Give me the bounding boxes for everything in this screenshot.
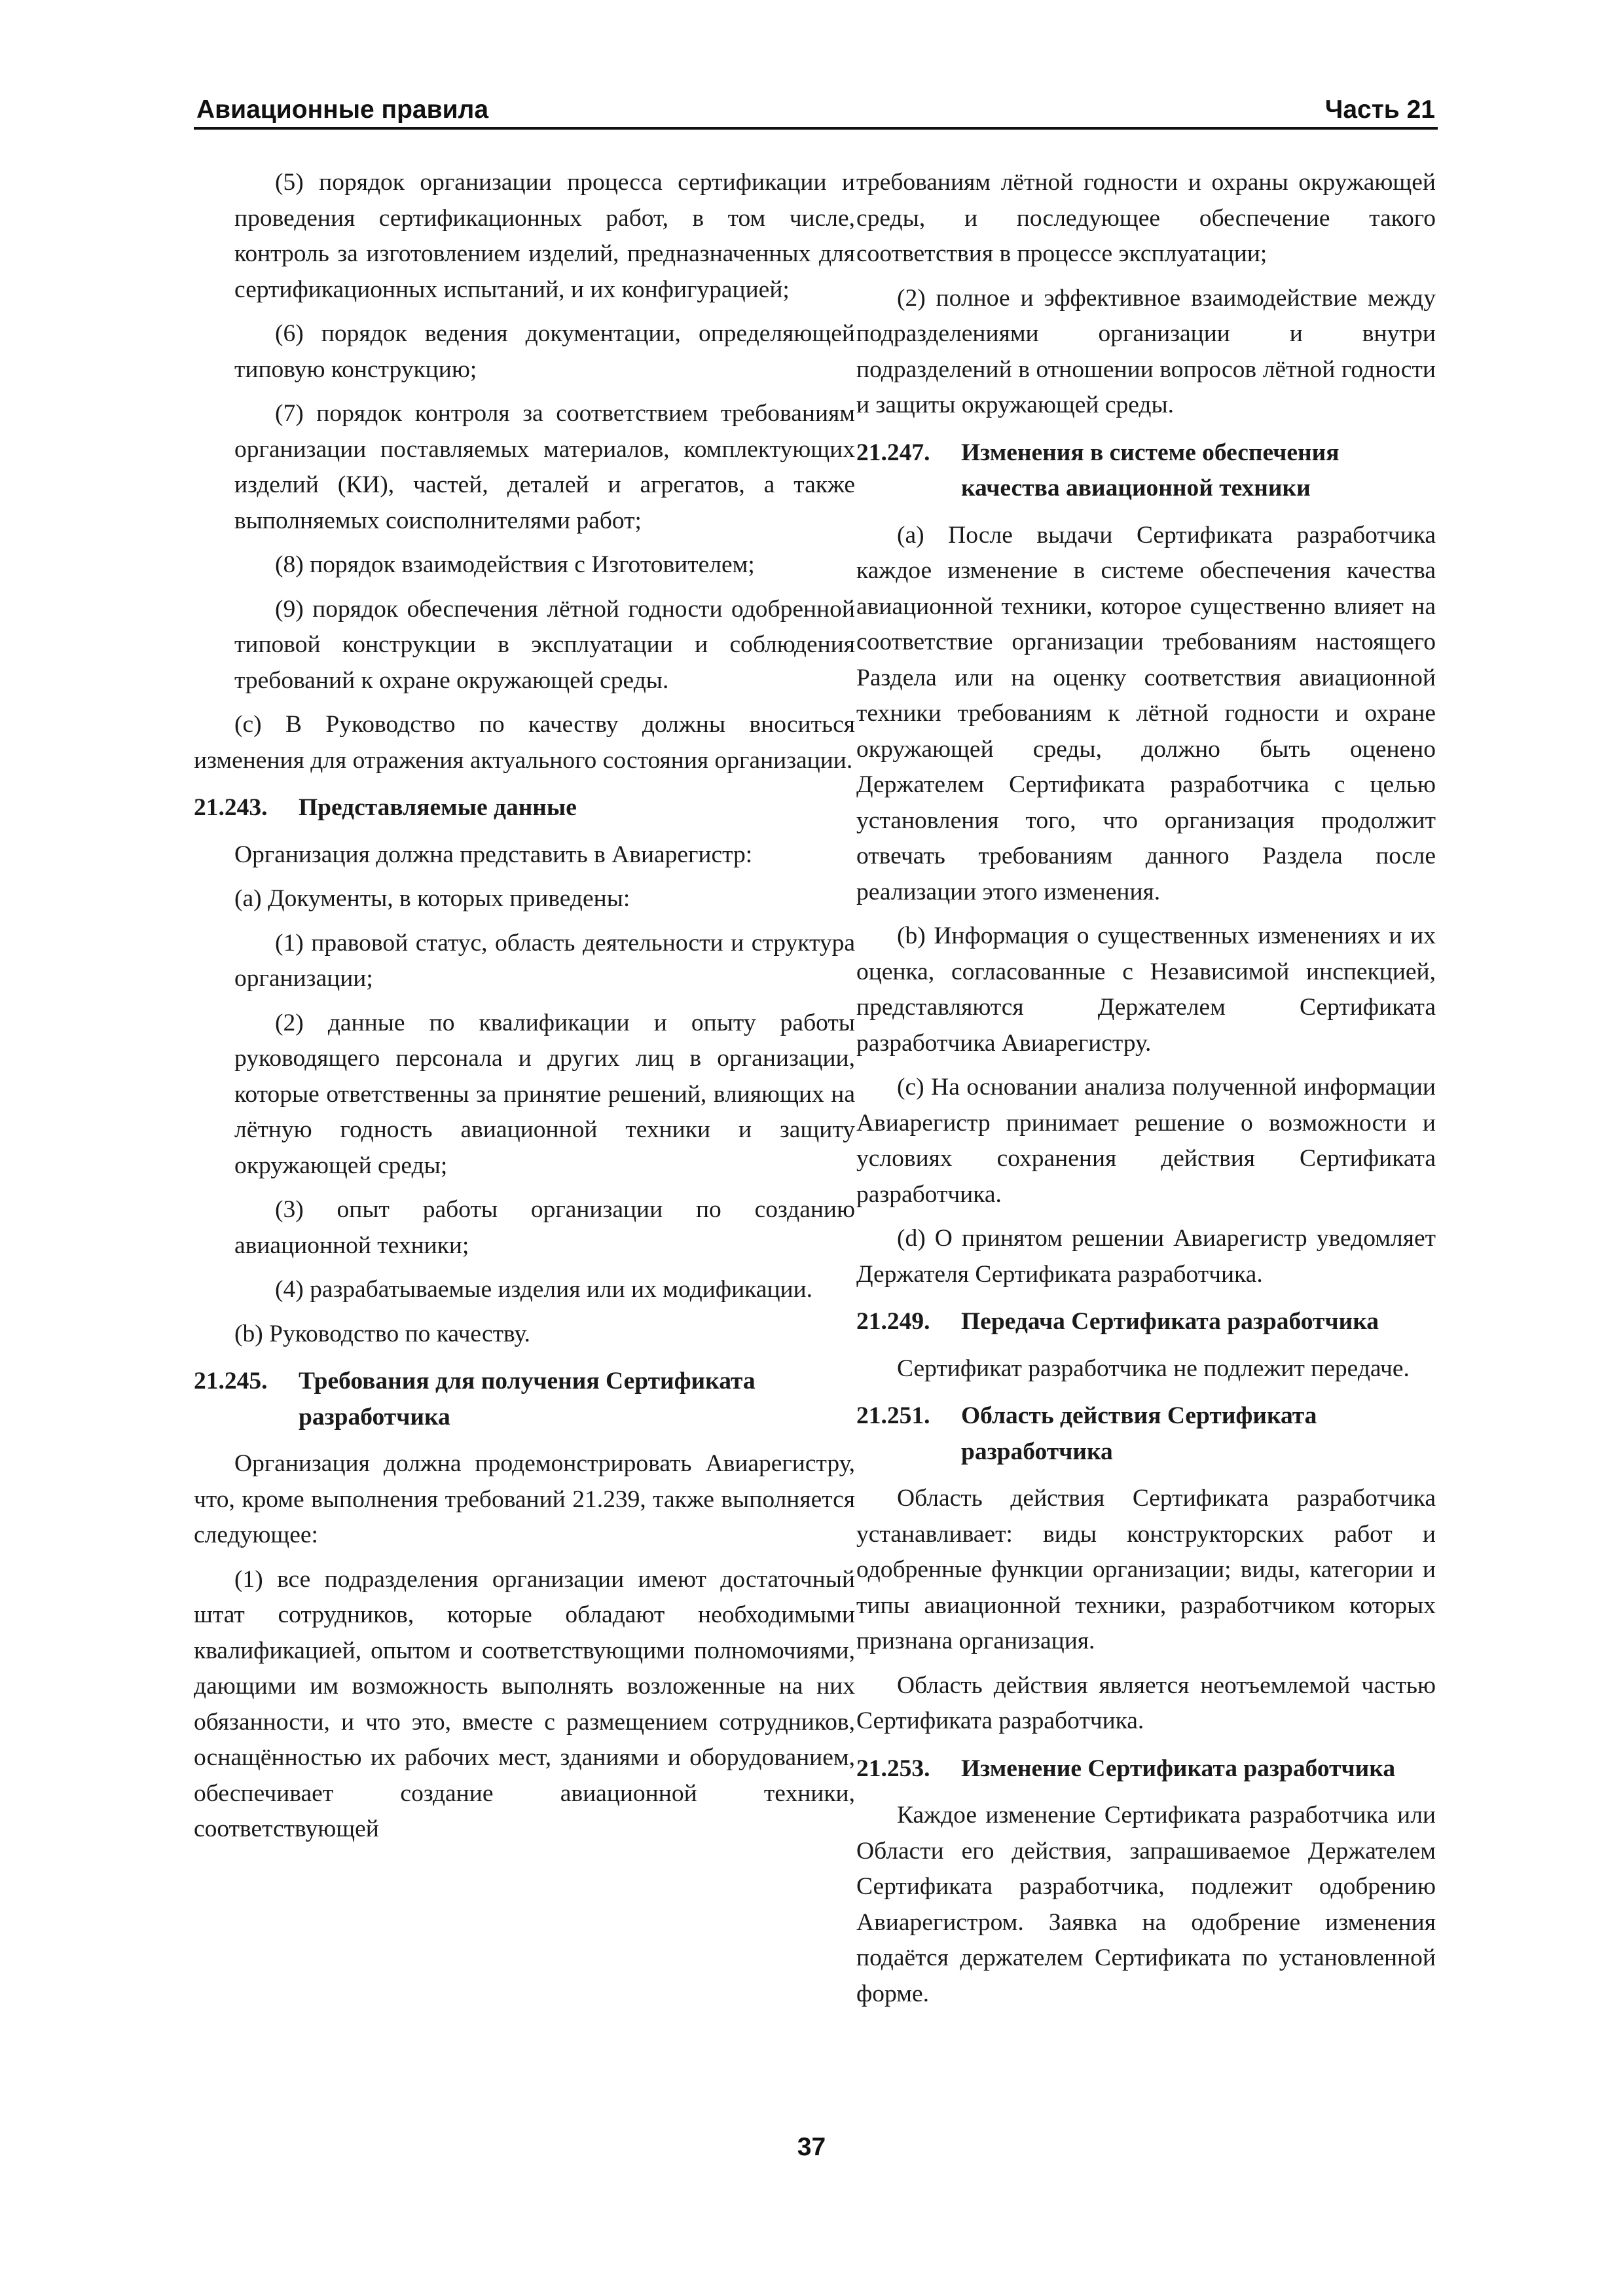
paragraph: (a) После выдачи Сертификата разработчика каждое изменение в системе обеспечения качества авиационной техники, которое существенно влияет на соответствие организации требованиям настоящего Раздела или на оценку соответствия авиационной техники требованиям к лётной годности и охране окружающей среды, должно быть оценено Держателем Сертификата разработчика с целью установления того, что организация продолжит отвечать требованиям данного Раздела после реализации этого изменения. [856, 521, 1436, 905]
section-title: Область действия Сертификата разработчика [961, 1402, 1317, 1465]
paragraph: (1) все подразделения организации имеют достаточный штат сотрудников, которые обладают необходимыми квалификацией, опытом и соответствующими полномочиями, дающими им возможность выполнять возложенные на них обязанности, и что это, вместе с размещением сотрудников, оснащённостью их рабочих мест, зданиями и оборудованием, обеспечивает создание авиационной техники, соответствующей [194, 1565, 855, 1842]
paragraph: требованиям лётной годности и охраны окружающей среды, и последующее обеспечение такого соответствия в процессе эксплуатации; [856, 169, 1436, 267]
paragraph: (b) Руководство по качеству. [234, 1320, 530, 1347]
header-title: Авиационные правила [196, 96, 489, 124]
section-title: Изменения в системе обеспечения качества авиационной техники [961, 439, 1340, 501]
section-heading-21-243 [194, 790, 855, 826]
paragraph: Каждое изменение Сертификата разработчика или Области его действия, запрашиваемое Держателем Сертификата разработчика, подлежит одобрению Авиарегистром. Заявка на одобрение изменения подаётся держателем Сертификата по установленной форме. [856, 1802, 1436, 2007]
header-part: Часть 21 [1324, 96, 1435, 124]
section-heading-21-251 [856, 1398, 1436, 1470]
left-column [194, 165, 855, 1856]
paragraph: Организация должна продемонстрировать Авиарегистру, что, кроме выполнения требований 21.239, также выполняется следующее: [194, 1450, 855, 1548]
section-number: 21.243. [194, 794, 268, 821]
paragraph-c: (c) В Руководство по качеству должны вноситься изменения для отражения актуального состояния организации. [194, 711, 855, 774]
section-number: 21.247. [856, 439, 930, 466]
right-column [856, 165, 1436, 2020]
section-number: 21.253. [856, 1755, 930, 1782]
section-title: Представляемые данные [299, 794, 577, 821]
list-item: (8) порядок взаимодействия с Изготовителем; [275, 551, 755, 578]
paragraph: Организация должна представить в Авиарегистр: [234, 841, 753, 868]
list-item: (6) порядок ведения документации, определяющей типовую конструкцию; [234, 320, 855, 383]
section-number: 21.249. [856, 1308, 930, 1335]
paragraph: Сертификат разработчика не подлежит передаче. [897, 1355, 1410, 1382]
section-number: 21.251. [856, 1402, 930, 1429]
page-number: 37 [797, 2133, 826, 2161]
paragraph: Область действия Сертификата разработчика устанавливает: виды конструкторских работ и одобренные функции организации; виды, категории и типы авиационной техники, разработчиком которых признана организация. [856, 1485, 1436, 1654]
paragraph: (a) Документы, в которых приведены: [234, 885, 630, 912]
paragraph: (2) полное и эффективное взаимодействие между подразделениями организации и внутри подразделений в отношении вопросов лётной годности и защиты окружающей среды. [856, 284, 1436, 418]
section-heading-21-253 [856, 1751, 1436, 1787]
list-item: (7) порядок контроля за соответствием требованиям организации поставляемых материалов, комплектующих изделий (КИ), частей, деталей и агрегатов, а также выполняемых соисполнителями работ; [234, 400, 855, 534]
section-heading-21-249 [856, 1304, 1436, 1340]
section-title: Требования для получения Сертификата разработчика [299, 1368, 756, 1430]
list-item: (9) порядок обеспечения лётной годности одобренной типовой конструкции в эксплуатации и соблюдения требований к охране окружающей среды. [234, 595, 855, 694]
section-number: 21.245. [194, 1368, 268, 1394]
section-heading-21-247 [856, 435, 1436, 507]
list-item: (2) данные по квалификации и опыту работы руководящего персонала и других лиц в организации, которые ответственны за принятие решений, влияющих на лётную годность авиационной техники и защиту окружающей среды; [234, 1009, 855, 1179]
running-header [194, 89, 1438, 130]
paragraph: Область действия является неотъемлемой частью Сертификата разработчика. [856, 1671, 1436, 1734]
section-heading-21-245 [194, 1364, 855, 1435]
paragraph: (d) О принятом решении Авиарегистр уведомляет Держателя Сертификата разработчика. [856, 1225, 1436, 1288]
section-title: Передача Сертификата разработчика [961, 1308, 1379, 1335]
section-title: Изменение Сертификата разработчика [961, 1755, 1396, 1782]
list-item: (4) разрабатываемые изделия или их модификации. [275, 1276, 813, 1303]
list-item: (3) опыт работы организации по созданию авиационной техники; [234, 1196, 855, 1259]
list-item: (5) порядок организации процесса сертификации и проведения сертификационных работ, в том числе, контроль за изготовлением изделий, предназначенных для сертификационных испытаний, и их конфигурацией; [234, 169, 855, 303]
paragraph: (c) На основании анализа полученной информации Авиарегистр принимает решение о возможности и условиях сохранения действия Сертификата разработчика. [856, 1074, 1436, 1208]
list-item: (1) правовой статус, область деятельности и структура организации; [234, 929, 855, 992]
paragraph: (b) Информация о существенных изменениях и их оценка, согласованные с Независимой инспекцией, представляются Держателем Сертификата разработчика Авиарегистру. [856, 922, 1436, 1057]
